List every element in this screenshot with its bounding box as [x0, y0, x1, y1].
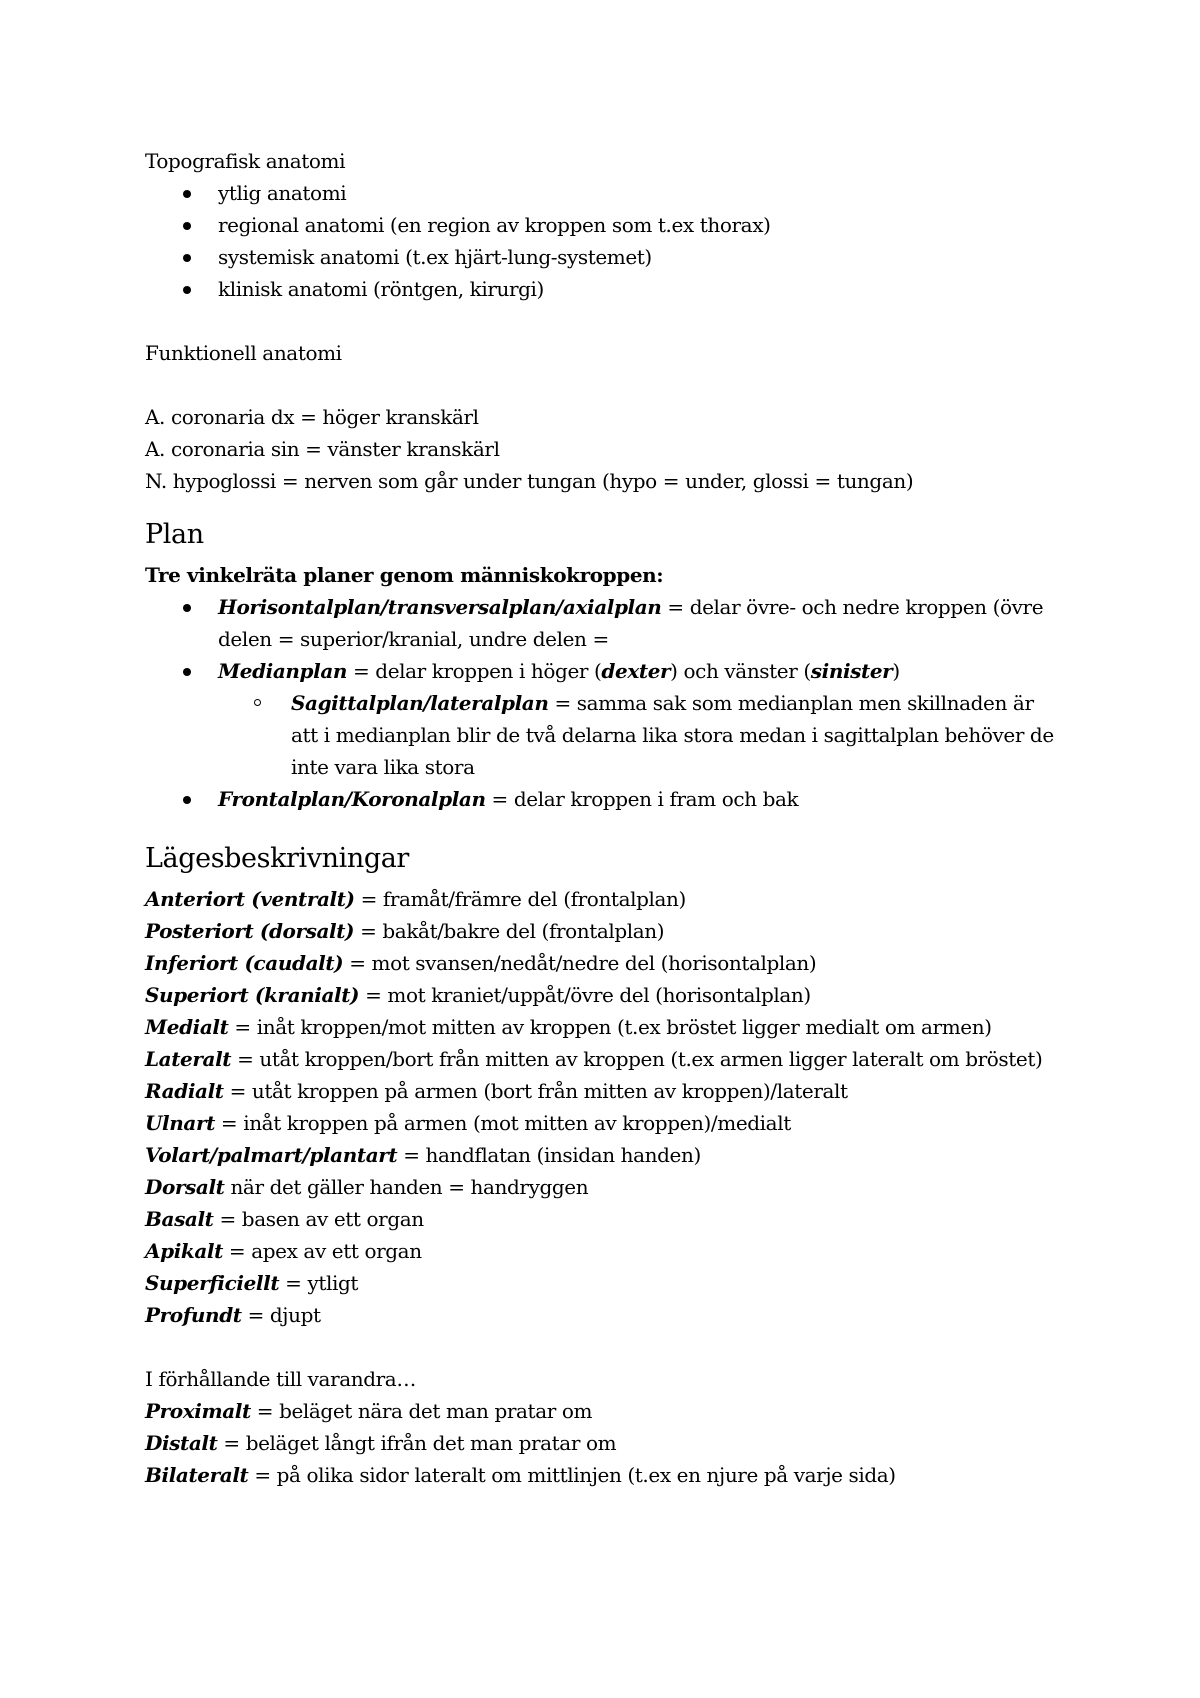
relation-line: Distalt = beläget långt ifrån det man pratar om: [145, 1431, 617, 1455]
list-item: Medianplan = delar kroppen i höger (dexter) och vänster (sinister) Sagittalplan/lateralplan = samma sak som medianplan men skillnaden är att i medianplan blir de två delarna lika stora medan i sagittalplan behöver de inte vara lika stora: [145, 655, 1065, 783]
bullet-icon: [183, 286, 191, 294]
lages-line: Ulnart = inåt kroppen på armen (mot mitten av kroppen)/medialt: [145, 1111, 791, 1135]
relation-line: Bilateralt = på olika sidor lateralt om mittlinjen (t.ex en njure på varje sida): [145, 1463, 896, 1487]
lages-line: Anteriort (ventralt) = framåt/främre del (frontalplan): [145, 887, 686, 911]
spacer: [145, 1331, 1065, 1363]
bullet-icon: [183, 190, 191, 198]
bullet-icon: [183, 796, 191, 804]
lages-line: Medialt = inåt kroppen/mot mitten av kroppen (t.ex bröstet ligger medialt om armen): [145, 1015, 992, 1039]
lages-line: Basalt = basen av ett organ: [145, 1207, 424, 1231]
lages-line: Lateralt = utåt kroppen/bort från mitten av kroppen (t.ex armen ligger lateralt om bröstet): [145, 1047, 1043, 1071]
lages-line: Apikalt = apex av ett organ: [145, 1239, 422, 1263]
spacer: [145, 369, 1065, 401]
lages-line: Radialt = utåt kroppen på armen (bort från mitten av kroppen)/lateralt: [145, 1079, 848, 1103]
relation-intro: I förhållande till varandra…: [145, 1367, 416, 1391]
plan-heading: Plan: [145, 519, 204, 550]
lages-line: Volart/palmart/plantart = handflatan (insidan handen): [145, 1143, 701, 1167]
topografisk-title: Topografisk anatomi: [145, 149, 346, 173]
spacer: [145, 305, 1065, 337]
term-line: A. coronaria sin = vänster kranskärl: [145, 437, 500, 461]
lages-line: Posteriort (dorsalt) = bakåt/bakre del (frontalplan): [145, 919, 665, 943]
list-item: Sagittalplan/lateralplan = samma sak som medianplan men skillnaden är att i medianplan blir de två delarna lika stora medan i sagittalplan behöver de inte vara lika stora: [145, 687, 1065, 783]
lages-line: Dorsalt när det gäller handen = handryggen: [145, 1175, 589, 1199]
list-item: Horisontalplan/transversalplan/axialplan = delar övre- och nedre kroppen (övre delen = superior/kranial, undre delen =: [145, 591, 1065, 655]
funktionell-title: Funktionell anatomi: [145, 341, 342, 365]
lages-line: Superiort (kranialt) = mot kraniet/uppåt/övre del (horisontalplan): [145, 983, 811, 1007]
lages-line: Profundt = djupt: [145, 1303, 321, 1327]
list-item: systemisk anatomi (t.ex hjärt-lung-systemet): [145, 241, 1065, 273]
plan-sublist: [218, 687, 1065, 783]
lages-line: Superficiellt = ytligt: [145, 1271, 359, 1295]
list-item: klinisk anatomi (röntgen, kirurgi): [145, 273, 1065, 305]
lages-line: Inferiort (caudalt) = mot svansen/nedåt/nedre del (horisontalplan): [145, 951, 817, 975]
relation-line: Proximalt = beläget nära det man pratar om: [145, 1399, 593, 1423]
list-item: regional anatomi (en region av kroppen som t.ex thorax): [145, 209, 1065, 241]
term-line: A. coronaria dx = höger kranskärl: [145, 405, 479, 429]
bullet-icon: [183, 222, 191, 230]
term-line: N. hypoglossi = nerven som går under tungan (hypo = under, glossi = tungan): [145, 469, 914, 493]
plan-list: [145, 591, 1065, 815]
list-item: ytlig anatomi: [145, 177, 1065, 209]
bullet-icon: [183, 668, 191, 676]
bullet-icon: [183, 254, 191, 262]
topografisk-list: [145, 177, 1065, 305]
plan-subheading: Tre vinkelräta planer genom människokroppen:: [145, 563, 664, 587]
list-item: Frontalplan/Koronalplan = delar kroppen i fram och bak: [145, 783, 1065, 815]
document-page: [145, 145, 1065, 1491]
lages-heading: Lägesbeskrivningar: [145, 843, 409, 874]
hollow-bullet-icon: [254, 699, 261, 706]
bullet-icon: [183, 604, 191, 612]
